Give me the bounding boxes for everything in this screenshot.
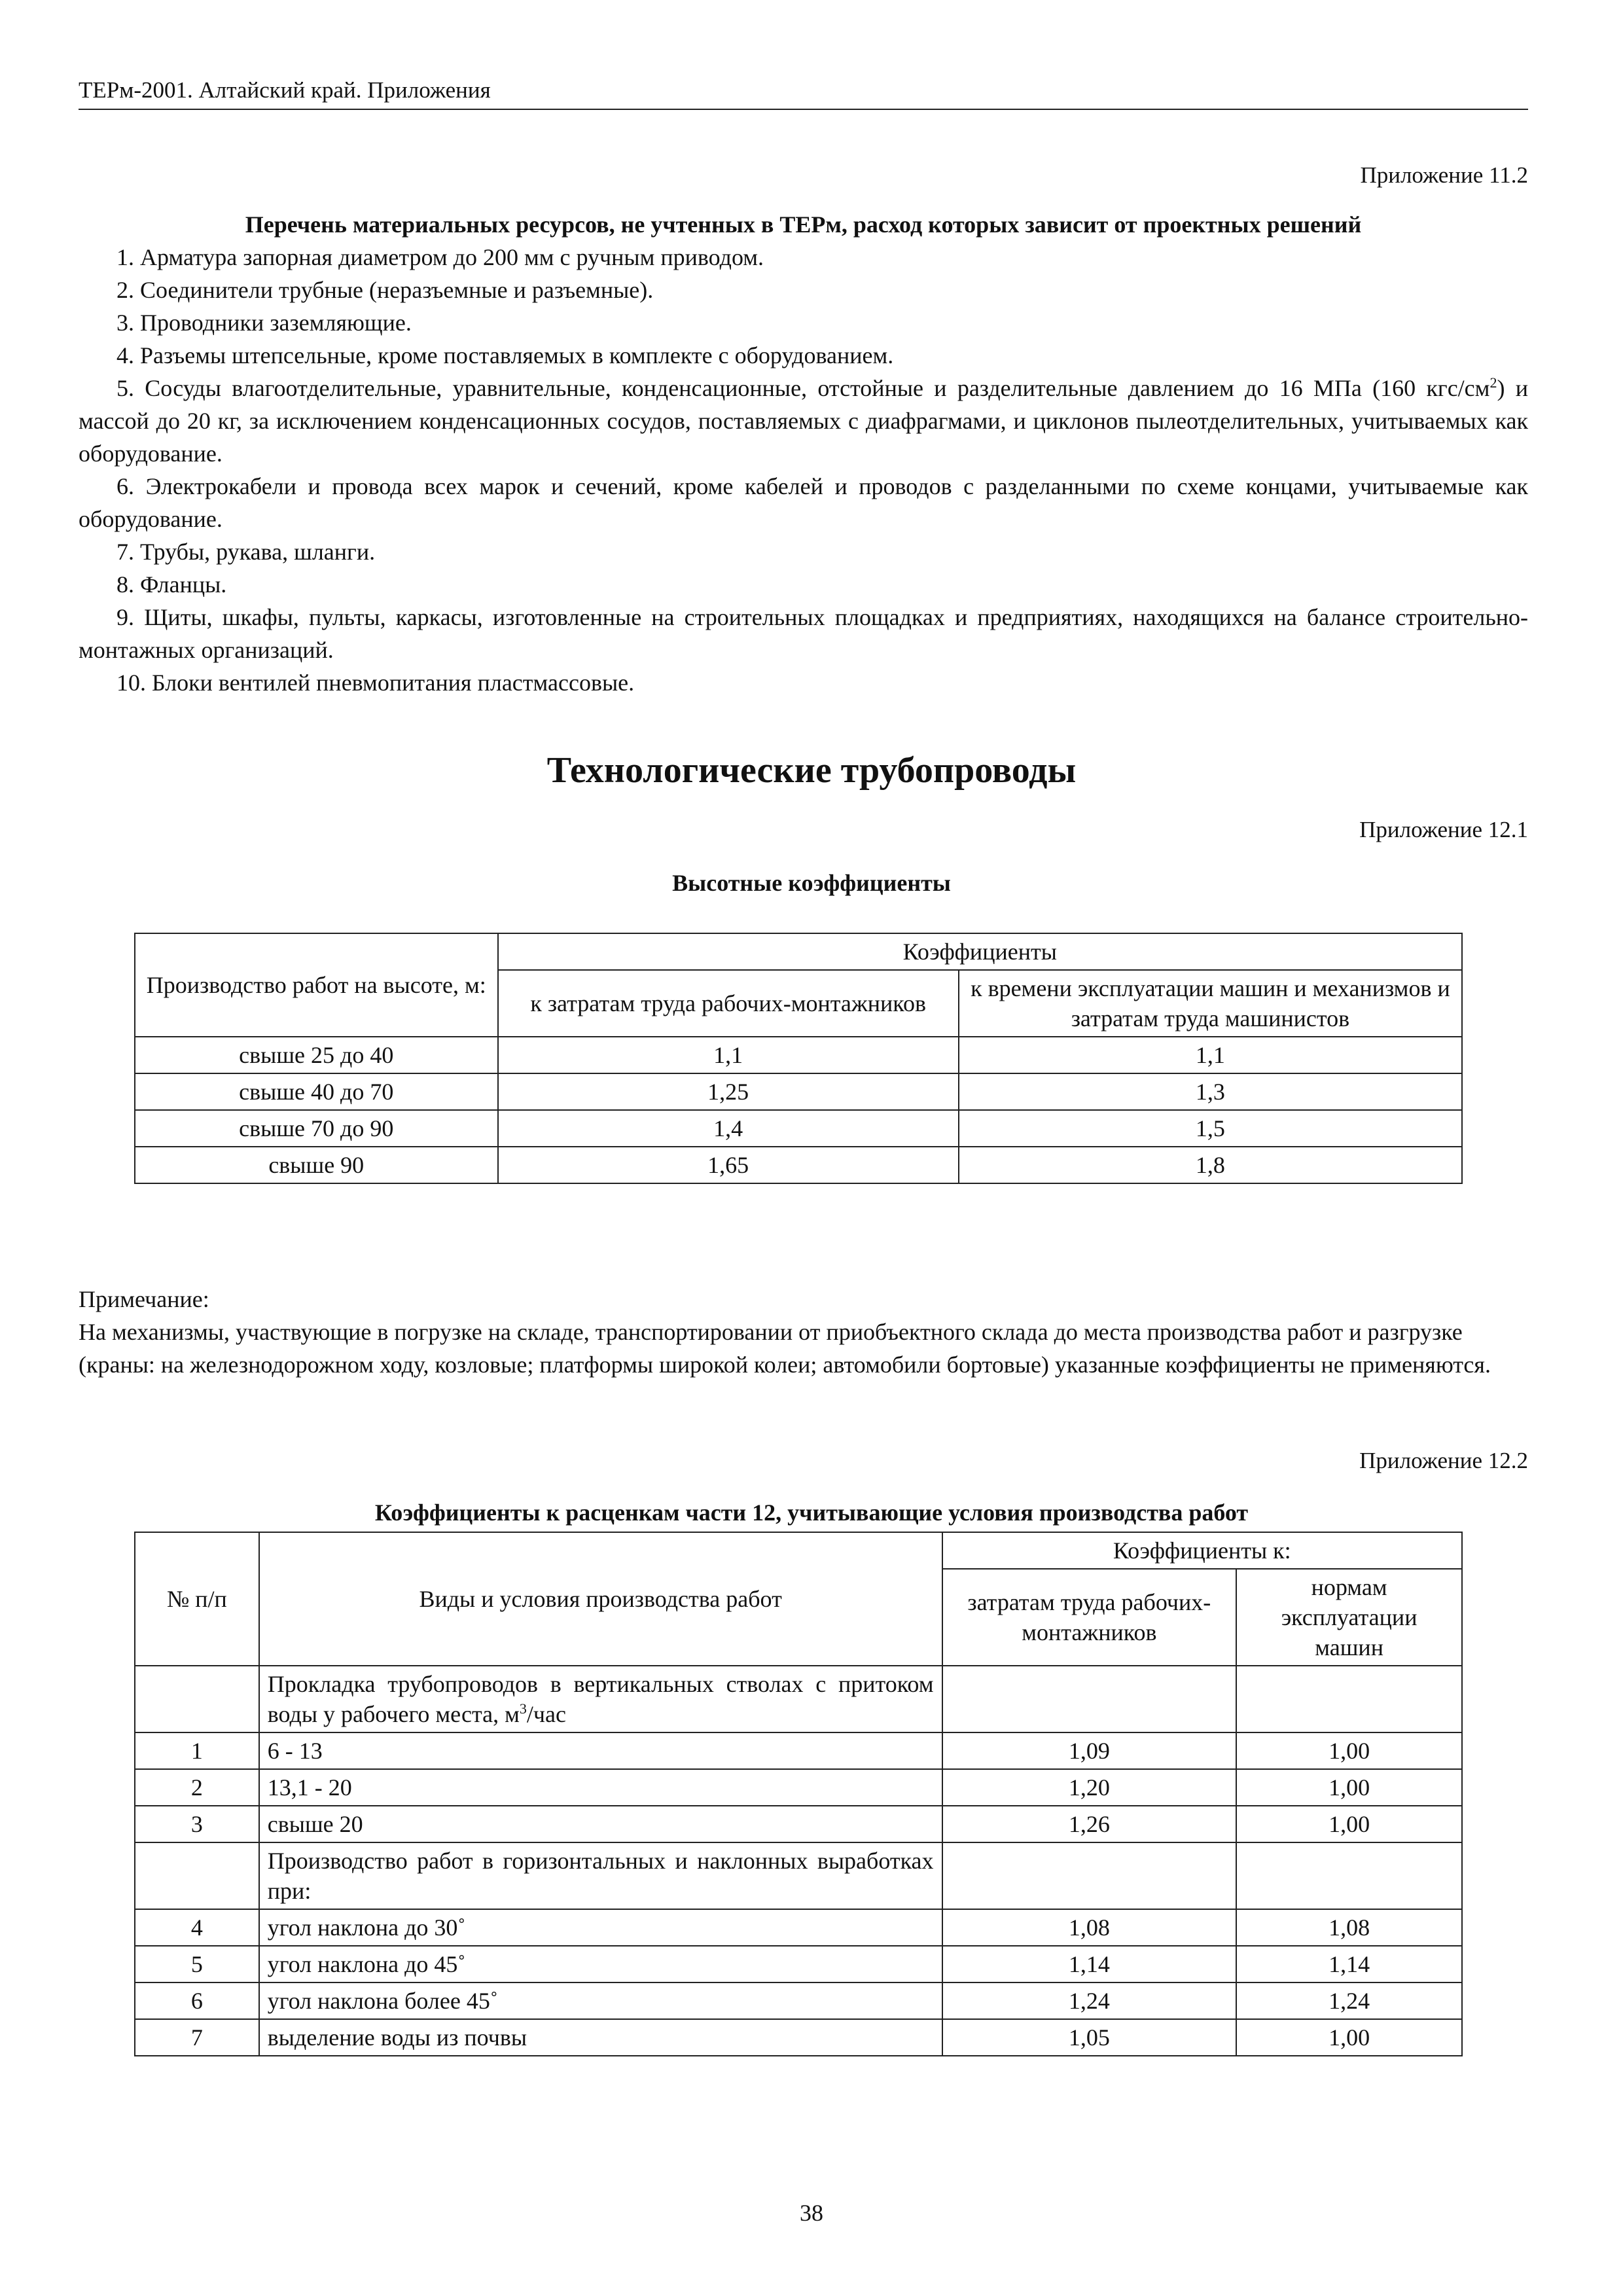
table-cell: свыше 20 xyxy=(259,1806,942,1842)
materials-list xyxy=(79,208,1528,699)
table-cell: 1,00 xyxy=(1236,2019,1462,2056)
table-cell: 1,25 xyxy=(498,1073,959,1110)
table-row xyxy=(135,1110,1462,1147)
table-cell: 4 xyxy=(135,1909,259,1946)
table-row xyxy=(135,1147,1462,1183)
table-cell: 1,1 xyxy=(498,1037,959,1073)
list-item: 7. Трубы, рукава, шланги. xyxy=(116,539,376,565)
table-cell: 5 xyxy=(135,1946,259,1982)
conditions-coefficients-title: Коэффициенты к расценкам части 12, учитывающие условия производства работ xyxy=(374,1499,1249,1526)
table-cell: 1,4 xyxy=(498,1110,959,1147)
table-row xyxy=(135,1073,1462,1110)
list-item-text: ) и массой до 20 кг, за исключением конденсационных сосудов, поставляемых с диафрагмами, и циклонов пылеотделительных, учитываемых как оборудование. xyxy=(79,375,1528,467)
table-cell: 1,65 xyxy=(498,1147,959,1183)
list-item: 3. Проводники заземляющие. xyxy=(116,310,412,336)
table-row xyxy=(135,1909,1462,1946)
table-cell: 1 xyxy=(135,1732,259,1769)
header-cell: к затратам труда рабочих-монтажников xyxy=(498,970,959,1037)
list-item: 4. Разъемы штепсельные, кроме поставляемых в комплекте с оборудованием. xyxy=(116,342,894,368)
header-cell: № п/п xyxy=(135,1532,259,1666)
list-item: 10. Блоки вентилей пневмопитания пластмассовые. xyxy=(116,670,635,696)
table-row xyxy=(135,2019,1462,2056)
page-header: ТЕРм-2001. Алтайский край. Приложения xyxy=(79,77,1528,110)
note xyxy=(79,1283,1528,1381)
list-item-text: 5. Сосуды влагоотделительные, уравнительные, конденсационные, отстойные и разделительные давлением до 16 МПа (160 кгс/см xyxy=(116,375,1490,401)
header-cell: к времени эксплуатации машин и механизмов и затратам труда машинистов xyxy=(959,970,1462,1037)
table-cell: 13,1 - 20 xyxy=(259,1769,942,1806)
header-cell: Виды и условия производства работ xyxy=(259,1532,942,1666)
table-cell: выделение воды из почвы xyxy=(259,2019,942,2056)
table-row xyxy=(135,1946,1462,1982)
table-cell: 1,08 xyxy=(942,1909,1237,1946)
group-heading-cell: Производство работ в горизонтальных и наклонных выработках при: xyxy=(259,1842,942,1909)
table-cell: 1,14 xyxy=(942,1946,1237,1982)
table-cell: 1,24 xyxy=(1236,1982,1462,2019)
table-row xyxy=(135,1666,1462,1732)
table-cell: угол наклона до 45˚ xyxy=(259,1946,942,1982)
table-cell: свыше 90 xyxy=(135,1147,498,1183)
note-text: На механизмы, участвующие в погрузке на складе, транспортировании от приобъектного склада до места производства работ и разгрузке (краны: на железнодорожном ходу, козловые; платформы широкой колеи; автомобили бортовые) указанные коэффициенты не применяются. xyxy=(79,1319,1491,1378)
list-item: 1. Арматура запорная диаметром до 200 мм с ручным приводом. xyxy=(116,244,764,270)
table-cell: 1,1 xyxy=(959,1037,1462,1073)
superscript: 3 xyxy=(519,1700,527,1717)
table-cell xyxy=(135,1666,259,1732)
materials-list-title: Перечень материальных ресурсов, не учтенных в ТЕРм, расход которых зависит от проектных решений xyxy=(245,211,1362,238)
header-cell: Коэффициенты к: xyxy=(942,1532,1462,1569)
height-coefficients-table xyxy=(134,933,1463,1184)
table-cell xyxy=(135,1842,259,1909)
table-cell: 1,24 xyxy=(942,1982,1237,2019)
table-row xyxy=(135,1037,1462,1073)
conditions-coefficients-table xyxy=(134,1532,1463,2056)
table-row xyxy=(135,1769,1462,1806)
table-row xyxy=(135,1732,1462,1769)
table-cell: 1,09 xyxy=(942,1732,1237,1769)
header-cell: нормам эксплуатации машин xyxy=(1236,1569,1462,1666)
table-row xyxy=(135,1806,1462,1842)
table-cell: 7 xyxy=(135,2019,259,2056)
header-cell: затратам труда рабочих-монтажников xyxy=(942,1569,1237,1666)
table-cell: угол наклона более 45˚ xyxy=(259,1982,942,2019)
header-cell: Коэффициенты xyxy=(498,933,1462,970)
table-cell: 2 xyxy=(135,1769,259,1806)
table-cell: 1,00 xyxy=(1236,1732,1462,1769)
appendix-12-2-label: Приложение 12.2 xyxy=(1359,1448,1528,1473)
table-cell xyxy=(1236,1666,1462,1732)
superscript: 2 xyxy=(1489,374,1497,391)
list-item: 8. Фланцы. xyxy=(116,571,227,598)
table-cell xyxy=(942,1842,1237,1909)
table-row xyxy=(135,1842,1462,1909)
group-heading-cell xyxy=(259,1666,942,1732)
table-cell: 3 xyxy=(135,1806,259,1842)
group-heading: Прокладка трубопроводов в вертикальных стволах с притоком воды у рабочего места, м xyxy=(267,1671,934,1727)
table-cell: 1,05 xyxy=(942,2019,1237,2056)
table-row xyxy=(135,1982,1462,2019)
list-item: 6. Электрокабели и провода всех марок и сечений, кроме кабелей и проводов с разделанными по схеме концами, учитываемые как оборудование. xyxy=(79,473,1528,532)
table-cell: свыше 25 до 40 xyxy=(135,1037,498,1073)
table-cell: 1,08 xyxy=(1236,1909,1462,1946)
height-coefficients-title: Высотные коэффициенты xyxy=(672,870,951,896)
note-label: Примечание: xyxy=(79,1286,209,1312)
group-heading-tail: /час xyxy=(526,1701,566,1727)
header-cell: Производство работ на высоте, м: xyxy=(135,933,498,1037)
appendix-11-2-label: Приложение 11.2 xyxy=(1360,162,1528,188)
table-cell: 6 xyxy=(135,1982,259,2019)
table-cell: 1,00 xyxy=(1236,1806,1462,1842)
table-cell: угол наклона до 30˚ xyxy=(259,1909,942,1946)
appendix-12-1-label: Приложение 12.1 xyxy=(1359,817,1528,842)
table-cell: 6 - 13 xyxy=(259,1732,942,1769)
section-title: Технологические трубопроводы xyxy=(546,750,1077,791)
table-cell: свыше 40 до 70 xyxy=(135,1073,498,1110)
table-cell xyxy=(942,1666,1237,1732)
page-number: 38 xyxy=(800,2200,823,2226)
table-cell xyxy=(1236,1842,1462,1909)
table-cell: 1,26 xyxy=(942,1806,1237,1842)
table-cell: свыше 70 до 90 xyxy=(135,1110,498,1147)
list-item: 9. Щиты, шкафы, пульты, каркасы, изготовленные на строительных площадках и предприятиях, находящихся на балансе строительно-монтажных организаций. xyxy=(79,604,1528,663)
list-item: 2. Соединители трубные (неразъемные и разъемные). xyxy=(116,277,654,303)
list-item xyxy=(79,372,1528,470)
table-cell: 1,14 xyxy=(1236,1946,1462,1982)
table-cell: 1,00 xyxy=(1236,1769,1462,1806)
table-cell: 1,5 xyxy=(959,1110,1462,1147)
table-cell: 1,20 xyxy=(942,1769,1237,1806)
table-cell: 1,3 xyxy=(959,1073,1462,1110)
table-cell: 1,8 xyxy=(959,1147,1462,1183)
